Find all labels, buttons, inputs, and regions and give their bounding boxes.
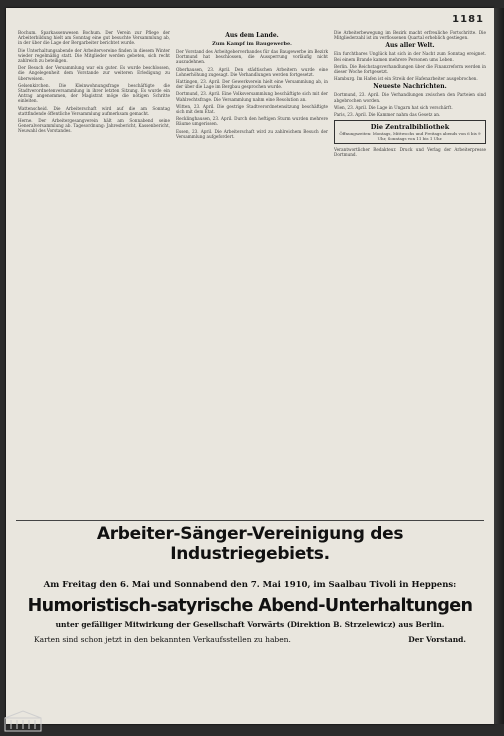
left-paragraph: Wattenscheid. Die Arbeiterschaft wird auf die am Sonntag stattfindende öffentliche Versammlung aufmerksam gemacht. — [18, 105, 170, 116]
left-paragraph: Gelsenkirchen. Die Kleinwohnungsfrage beschäftigte die Stadtverordnetenversammlung in ihrer letzten Sitzung. Es wurde ein Antrag angenommen, der Magistrat möge die nötigen Schritte einleiten. — [18, 82, 170, 104]
section-heading: Aus aller Welt. — [385, 42, 435, 50]
right-paragraph: Hamburg. Im Hafen ist ein Streik der Hafenarbeiter ausgebrochen. — [334, 76, 478, 82]
right-paragraph: Paris, 23. April. Die Kammer nahm das Gesetz an. — [334, 112, 441, 118]
imprint: Verantwortlicher Redakteur. Druck und Verlag der Arbeiterpresse Dortmund. — [334, 147, 486, 158]
library-logo-icon — [4, 710, 42, 732]
middle-paragraph: Oberhausen, 23. April. Den städtischen Arbeitern wurde eine Lohnerhöhung zugesagt. Die Verhandlungen werden fortgesetzt. — [176, 66, 328, 77]
right-paragraph: Ein furchtbares Unglück hat sich in der Nacht zum Sonntag ereignet. Bei einem Brande kamen mehrere Personen ums Leben. — [334, 51, 486, 62]
middle-paragraph: Dortmund, 23. April. Eine Volksversammlung beschäftigte sich mit der Wahlrechtsfrage. Die Versammlung nahm eine Resolution an. — [176, 91, 328, 102]
advertisement — [16, 522, 484, 682]
left-paragraph: Bochum. Sparkassenwesen Bochum. Der Verein zur Pflege der Arbeiterbildung hielt am Sonntag eine gut besuchte Versammlung ab, in der über die Lage der Bergarbeiter berichtet wurde. — [18, 30, 170, 46]
text-columns — [18, 30, 486, 520]
right-intro: Die Arbeiterbewegung im Bezirk macht erfreuliche Fortschritte. Die Mitgliederzahl ist im verflossenen Quartal erheblich gestiegen. — [334, 30, 486, 41]
left-paragraph: Der Besuch der Versammlung war ein guter. Es wurde beschlossen, die Angelegenheit dem Vorstande zur weiteren Erledigung zu überweisen. — [18, 65, 170, 81]
left-paragraph: Die Unterhaltungsabende der Arbeitervereine finden in diesem Winter wieder regelmäßig statt. Die Mitglieder werden gebeten, sich recht zahlreich zu beteiligen. — [18, 47, 170, 64]
middle-paragraph: Recklinghausen, 23. April. Durch den heftigen Sturm wurden mehrere Bäume umgerissen. — [176, 116, 328, 127]
right-paragraph: Berlin. Die Reichstagsverhandlungen über die Finanzreform werden in dieser Woche fortgesetzt. — [334, 63, 486, 75]
library-text: Öffnungszeiten: Montags, Mittwochs und Freitags abends von 6 bis 9 Uhr, Sonntags von 11 bis 1 Uhr. — [339, 131, 481, 142]
ad-event-title: Humoristisch-satyrische Abend-Unterhaltungen — [27, 596, 473, 616]
divider — [16, 520, 484, 521]
left-paragraph: Herne. Der Arbeitergesangverein hält am Sonnabend seine Generalversammlung ab. Tagesordnung: Jahresbericht, Kassenbericht, Neuwahl des Vorstandes. — [18, 118, 170, 134]
section-heading: Aus dem Lande. — [225, 32, 279, 39]
ad-signature: Der Vorstand. — [408, 635, 466, 644]
section-heading-news: Neueste Nachrichten. — [373, 83, 447, 91]
middle-paragraph: Witten, 23. April. Die gestrige Stadtverordnetensitzung beschäftigte sich mit dem Etat. — [176, 103, 328, 115]
middle-paragraph: Hattingen, 23. April. Der Gewerkverein hielt eine Versammlung ab, in der über die Lage im Bergbau gesprochen wurde. — [176, 79, 328, 90]
right-paragraph: Dortmund, 23. April. Die Verhandlungen zwischen den Parteien sind abgebrochen worden. — [334, 92, 486, 103]
page-number: 1181 — [452, 14, 484, 25]
middle-paragraph: Essen, 23. April. Die Arbeiterschaft wird zu zahlreichem Besuch der Versammlung aufgefordert. — [176, 128, 328, 139]
ad-footer — [16, 635, 484, 644]
library-box — [334, 120, 486, 144]
right-paragraph: Wien, 23. April. Die Lage in Ungarn hat sich verschärft. — [334, 104, 453, 110]
book-edge — [494, 8, 504, 724]
page-header — [16, 14, 484, 28]
ad-cooperation: unter gefälliger Mitwirkung der Gesellschaft Vorwärts (Direktion B. Strzelewicz) aus Berlin. — [55, 620, 445, 629]
ad-date-line: Am Freitag den 6. Mai und Sonnabend den 7. Mai 1910, im Saalbau Tivoli in Heppens: — [43, 580, 457, 590]
middle-paragraph: Der Vorstand des Arbeitgeberverbandes für das Baugewerbe im Bezirk Dortmund hat beschlossen, die Aussperrung vorläufig nicht auszudehnen. — [176, 49, 328, 65]
library-title: Die Zentralbibliothek — [370, 123, 450, 132]
right-column — [334, 30, 486, 520]
middle-column — [176, 30, 328, 520]
ad-ticket-note: Karten sind schon jetzt in den bekannten Verkaufsstellen zu haben. — [34, 635, 291, 644]
newspaper-page — [6, 8, 494, 724]
ad-organization: Arbeiter-Sänger-Vereinigung des Industriegebiets. — [96, 524, 404, 564]
section-subheading: Zum Kampf im Baugewerbe. — [212, 41, 292, 47]
left-column — [18, 30, 170, 520]
